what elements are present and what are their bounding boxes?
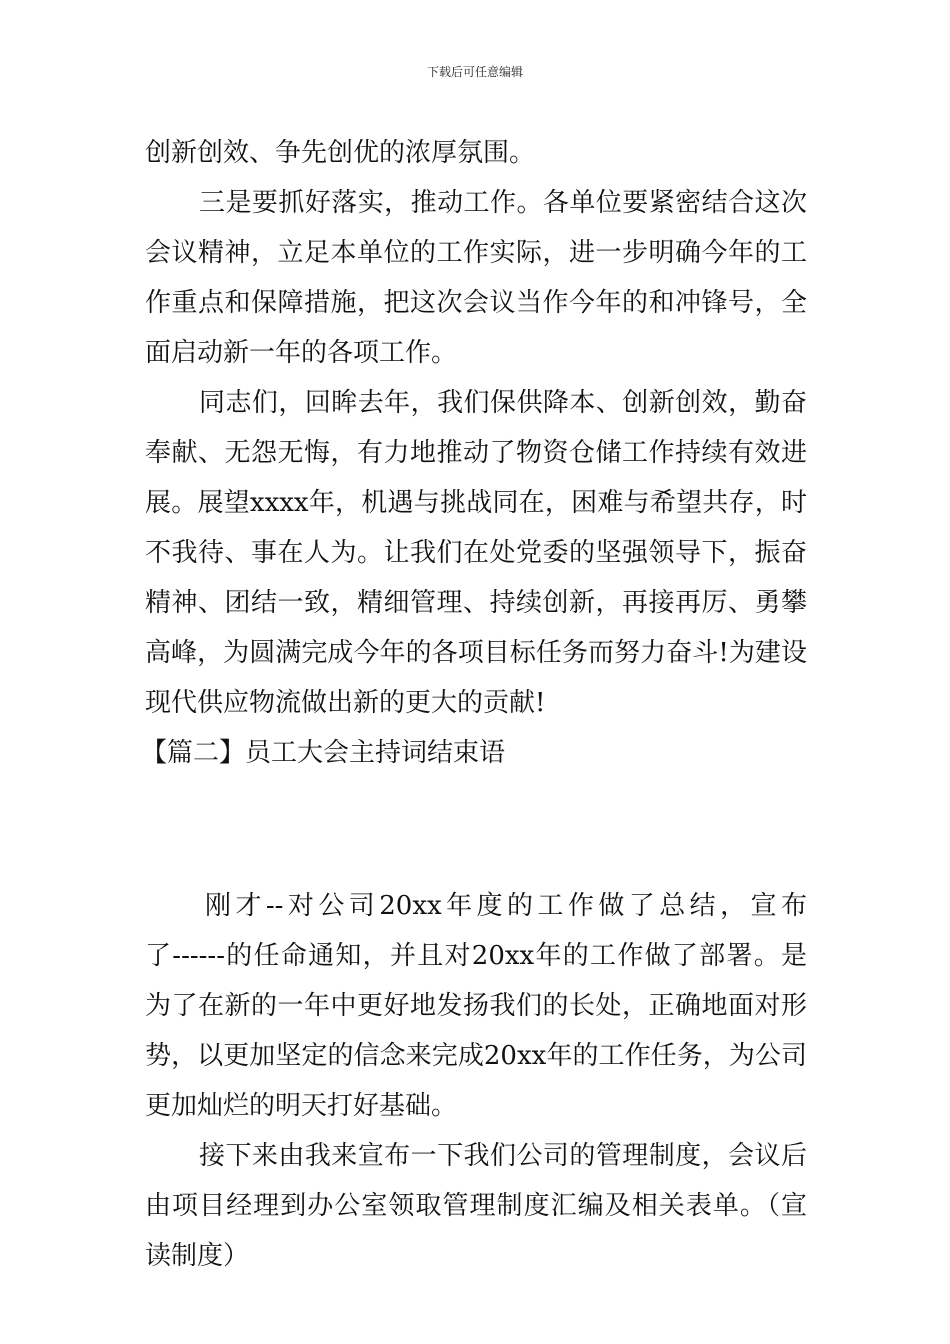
paragraph-line: 三是要抓好落实，推动工作。各单位要紧密结合这次 — [199, 188, 807, 218]
paragraph-line: 读制度） — [145, 1241, 250, 1271]
paragraph-line: 势，以更加坚定的信念来完成20xx年的工作任务，为公司 — [145, 1041, 807, 1071]
paragraph-line: 展。展望xxxx年，机遇与挑战同在，困难与希望共存，时 — [145, 488, 807, 518]
paragraph-line: 不我待、事在人为。让我们在处党委的坚强领导下，振奋 — [145, 538, 807, 568]
paragraph-line: 创新创效、争先创优的浓厚氛围。 — [145, 138, 536, 168]
document-body — [141, 128, 807, 1281]
paragraph-line: 同志们，回眸去年，我们保供降本、创新创效，勤奋 — [199, 388, 807, 418]
paragraph-line: 会议精神，立足本单位的工作实际，进一步明确今年的工 — [145, 238, 807, 268]
paragraph-line: 由项目经理到办公室领取管理制度汇编及相关表单。（宣 — [145, 1191, 807, 1221]
paragraph-line: 刚才--对公司20xx年度的工作做了总结，宣布 — [205, 891, 807, 921]
page-header-note: 下载后可任意编辑 — [426, 65, 523, 79]
paragraph-line: 作重点和保障措施，把这次会议当作今年的和冲锋号，全 — [145, 288, 807, 318]
paragraph-line: 精神、团结一致，精细管理、持续创新，再接再厉、勇攀 — [145, 588, 807, 618]
paragraph-line: 了------的任命通知，并且对20xx年的工作做了部署。是 — [145, 941, 807, 971]
paragraph-line: 为了在新的一年中更好地发扬我们的长处，正确地面对形 — [145, 991, 807, 1021]
blank-space — [145, 778, 807, 881]
section-heading: 【篇二】员工大会主持词结束语 — [141, 738, 506, 768]
paragraph-line: 接下来由我来宣布一下我们公司的管理制度，会议后 — [199, 1141, 807, 1171]
paragraph-line: 更加灿烂的明天打好基础。 — [145, 1091, 458, 1121]
paragraph-line: 高峰，为圆满完成今年的各项目标任务而努力奋斗!为建设 — [145, 638, 807, 668]
paragraph-line: 现代供应物流做出新的更大的贡献! — [145, 688, 546, 718]
paragraph-line: 奉献、无怨无悔，有力地推动了物资仓储工作持续有效进 — [145, 438, 807, 468]
paragraph-line: 面启动新一年的各项工作。 — [145, 338, 458, 368]
